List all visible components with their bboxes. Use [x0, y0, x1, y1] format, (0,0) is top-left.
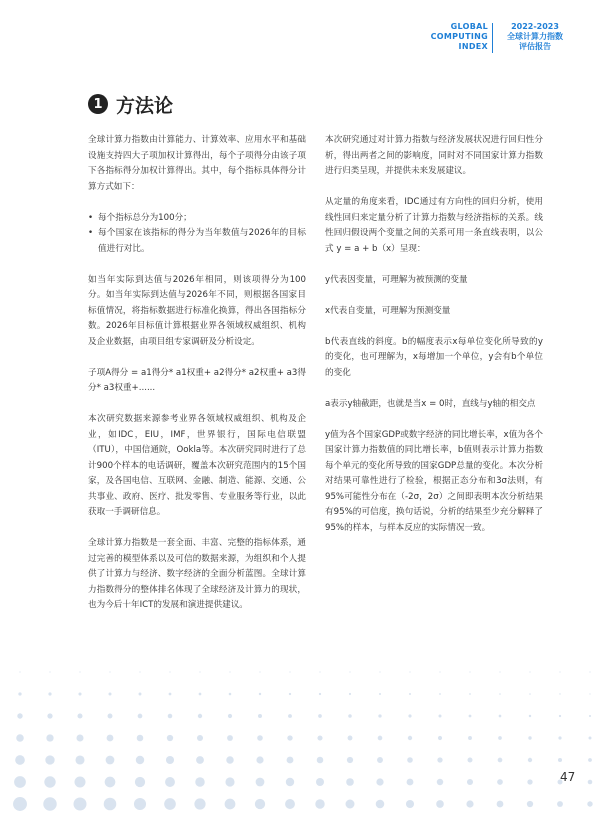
decor-dot [109, 671, 110, 672]
decor-dot [439, 671, 440, 672]
decor-dot [77, 713, 82, 718]
decor-dot [589, 715, 591, 717]
decor-dot [559, 693, 560, 694]
brand-name-en [431, 22, 488, 52]
decor-dot [499, 671, 500, 672]
decor-dot [348, 736, 353, 741]
section-heading: 方法论 [116, 94, 174, 117]
paragraph: y值为各个国家GDP或数字经济的同比增长率，x值为各个国家计算力指数值的同比增长率，b值则表示计算力指数每个单元的变化所导致的国家GDP总量的变化。本次分析对结果可靠性进行了检验，根据正态分布和3σ法则，有95%可能性分布在（-2σ，2σ）之间即表明本次分析结果有95%的可信度，换句话说，分析的结果至少充分解释了95%的样本，与样本反应的实际情况一致。 [325, 429, 543, 533]
decor-dot [225, 799, 236, 810]
decor-dot [317, 757, 324, 764]
decor-dot [528, 758, 532, 762]
decor-dot [349, 693, 351, 695]
decor-dot [469, 715, 472, 718]
left-column [88, 133, 306, 629]
decor-dot [497, 779, 503, 785]
decor-dot [497, 801, 504, 808]
decor-dot [559, 671, 560, 672]
decor-dot [137, 735, 144, 742]
decor-dot [316, 778, 324, 786]
decor-dot [498, 736, 502, 740]
decor-dot [19, 671, 20, 672]
decor-dot [527, 779, 532, 784]
section-number-badge: 1 [88, 94, 108, 114]
decor-dot [47, 713, 52, 718]
paragraph: 如当年实际到达值与2026年相同，则该项得分为100分。如当年实际到达值与2026年不同，则根据各国家目标值情况，将指标数据进行标准化换算，得出各国指标分数。2026年目标值计算根据业界各领域权威组织、机构及企业数据，由项目组专家调研及分析设定。 [88, 274, 306, 347]
decor-dot [529, 693, 531, 695]
decor-dot [199, 671, 200, 672]
decor-dot [106, 756, 115, 765]
decor-dot [227, 735, 233, 741]
list-item: • 每个指标总分为100分； [88, 211, 306, 227]
decor-dot [349, 671, 350, 672]
right-column [325, 133, 543, 552]
decor-dot [194, 798, 205, 809]
brand-line-global: GLOBAL [450, 22, 488, 31]
decor-dot [195, 777, 205, 787]
decor-dot [226, 756, 233, 763]
decor-dot [557, 801, 563, 807]
decor-dot [196, 756, 204, 764]
paragraph: 全球计算力指数是一套全面、丰富、完整的指标体系，通过完善的模型体系以及可信的数据来源，为组织和个人提供了计算力与经济、数字经济的全面分析蓝图。全球计算力指数得分的整体排名体现了全球经济及计算力的现状，也为今后十年ICT的发展和演进提供建议。 [88, 538, 306, 610]
paragraph: y代表因变量，可理解为被预测的变量 [325, 274, 468, 285]
decor-dot [287, 757, 294, 764]
decor-dot [286, 778, 294, 786]
decor-dot [104, 798, 117, 811]
decor-dot [49, 671, 50, 672]
paragraph: x代表自变量，可理解为预测变量 [325, 305, 451, 316]
brand-divider [492, 23, 493, 53]
decor-dot [229, 671, 230, 672]
decor-dot [588, 780, 593, 785]
decor-dot [317, 735, 322, 740]
decor-dot [407, 757, 413, 763]
decor-dot [589, 693, 590, 694]
brand-name-cn [498, 22, 572, 52]
decor-dot [288, 714, 292, 718]
decor-dot [315, 799, 324, 808]
paragraph: 从定量的角度来看，IDC通过有方向性的回归分析，使用线性回归来定量分析了计算力指数与经济指标的关系。线性回归假设两个变量之间的关系可用一条直线表明，以公式 y = a + b（x）呈现： [325, 197, 543, 254]
decor-dot [319, 693, 321, 695]
decor-dot [169, 693, 172, 696]
decor-dot [228, 714, 232, 718]
decor-dot [528, 736, 531, 739]
decor-dot [134, 798, 146, 810]
decor-dot [285, 799, 295, 809]
decor-dot [408, 736, 412, 740]
decor-dot [74, 798, 87, 811]
decor-dot [529, 671, 530, 672]
decor-dot [379, 693, 381, 695]
brand-line-year: 2022-2023 [511, 22, 559, 31]
decor-dot [108, 714, 113, 719]
decor-dot [169, 671, 170, 672]
decor-dot [499, 715, 502, 718]
decor-dot [499, 693, 501, 695]
decor-dot [168, 714, 173, 719]
decor-dot [18, 692, 21, 695]
paragraph: 子项A得分 = a1得分* a1权重+ a2得分* a2权重+ a3得分* a3权重+...... [88, 367, 306, 393]
decor-dot [468, 758, 473, 763]
decor-dot [258, 714, 262, 718]
paragraph: 全球计算力指数由计算能力、计算效率、应用水平和基础设施支持四大子项加权计算得出，每个子项得分由该子项下各指标得分加权计算得出。其中，每个指标具体得分计算方式如下： [88, 135, 306, 192]
decor-dot [439, 715, 442, 718]
decor-dot [139, 693, 142, 696]
brand-line-index: INDEX [458, 42, 488, 51]
decor-dot [43, 797, 56, 810]
decor-dot [468, 736, 472, 740]
decor-dot [558, 758, 562, 762]
decor-dot [407, 779, 414, 786]
page-number: 47 [560, 770, 576, 784]
decor-dot [229, 693, 232, 696]
decor-dot [289, 671, 290, 672]
decor-dot [466, 800, 473, 807]
decor-dot [469, 693, 471, 695]
decor-dot [138, 714, 143, 719]
decor-dot [289, 693, 291, 695]
decor-dot [378, 714, 381, 717]
decor-dot [467, 779, 473, 785]
decor-dot [48, 692, 51, 695]
decor-dot [287, 735, 292, 740]
decor-dot [318, 714, 322, 718]
decor-dot [164, 798, 176, 810]
bullet-list [88, 211, 306, 258]
decor-dot [558, 736, 561, 739]
decor-dot [256, 756, 263, 763]
decor-dot [559, 715, 561, 717]
decor-dot [107, 735, 114, 742]
decor-dot [14, 776, 26, 788]
decor-dot [17, 713, 22, 718]
decor-dot [348, 714, 352, 718]
decor-dot [109, 693, 112, 696]
paragraph: b代表直线的斜度。b的幅度表示x每单位变化所导致的y的变化，也可理解为，x每增加一个单位，y会有b个单位的变化 [325, 336, 543, 378]
decor-dot [257, 735, 263, 741]
decor-dot [45, 755, 54, 764]
decor-dot [469, 671, 470, 672]
decor-dot [16, 734, 24, 742]
decor-dot [376, 778, 383, 785]
decor-dot [527, 801, 533, 807]
decor-dot [319, 671, 320, 672]
decor-dot [166, 756, 174, 764]
decor-dot [436, 800, 444, 808]
decor-dot [15, 755, 25, 765]
list-item: • 每个国家在该指标的得分为当年数值与2026年的目标值进行对比。 [88, 226, 306, 257]
decor-dot [44, 776, 55, 787]
decor-dot [105, 777, 116, 788]
paragraph: 本次研究通过对计算力指数与经济发展状况进行回归性分析，得出两者之间的影响度，同时对不同国家计算力指数进行归类呈现，并提供未来发展建议。 [325, 135, 543, 176]
decor-dot [587, 801, 592, 806]
decor-dot [346, 800, 355, 809]
decor-dot [409, 693, 411, 695]
decor-dot [376, 800, 385, 809]
decor-dot [437, 757, 442, 762]
brand-line-index-cn: 全球计算力指数 [507, 32, 563, 41]
decor-dot [199, 693, 202, 696]
decor-dot [75, 755, 84, 764]
decor-dot [439, 693, 441, 695]
decor-dot [255, 799, 265, 809]
decor-dot [165, 777, 175, 787]
decor-dot [377, 757, 383, 763]
header-brand [430, 22, 572, 60]
decor-dot [78, 692, 81, 695]
decor-dot [256, 778, 265, 787]
brand-line-report: 评估报告 [519, 42, 551, 51]
decor-dot [589, 671, 590, 672]
decor-dot [589, 737, 592, 740]
decor-dot [198, 714, 202, 718]
decor-dot [76, 734, 83, 741]
decor-dot [225, 777, 234, 786]
decor-dot [139, 671, 140, 672]
decor-dot [409, 671, 410, 672]
paragraph: 本次研究数据来源参考业界各领域权威组织、机构及企业，如IDC，EIU，IMF，世界银行，国际电信联盟（ITU），中国信通院，Ookla等。本次研究同时进行了总计900个样本的电话调研，覆盖本次研究范围内的15个国家，及各国电信、互联网、金融、制造、能源、交通、公共事业、政府、医疗、批发零售、专业服务等行业，以此获取一手调研信息。 [88, 414, 306, 517]
brand-line-computing: COMPUTING [430, 32, 488, 41]
decor-dot [259, 671, 260, 672]
decor-dot [438, 736, 442, 740]
decor-dot [13, 797, 27, 811]
decor-dot [167, 735, 173, 741]
decor-dot [347, 757, 353, 763]
decor-dot [74, 776, 85, 787]
paragraph: a表示y轴截距，也就是当x = 0时，直线与y轴的相交点 [325, 398, 536, 409]
decor-dot [378, 736, 383, 741]
decor-dot [588, 758, 592, 762]
decor-dot [259, 693, 261, 695]
section-title [88, 92, 173, 116]
decor-dot [437, 779, 443, 785]
decorative-dot-pattern [0, 660, 600, 814]
decor-dot [408, 714, 411, 717]
decor-dot [197, 735, 203, 741]
decor-dot [136, 756, 144, 764]
decor-dot [135, 777, 145, 787]
decor-dot [529, 715, 531, 717]
decor-dot [498, 758, 503, 763]
decor-dot [379, 671, 380, 672]
decor-dot [46, 734, 53, 741]
decor-dot [346, 778, 354, 786]
decor-dot [406, 800, 414, 808]
decor-dot [79, 671, 80, 672]
